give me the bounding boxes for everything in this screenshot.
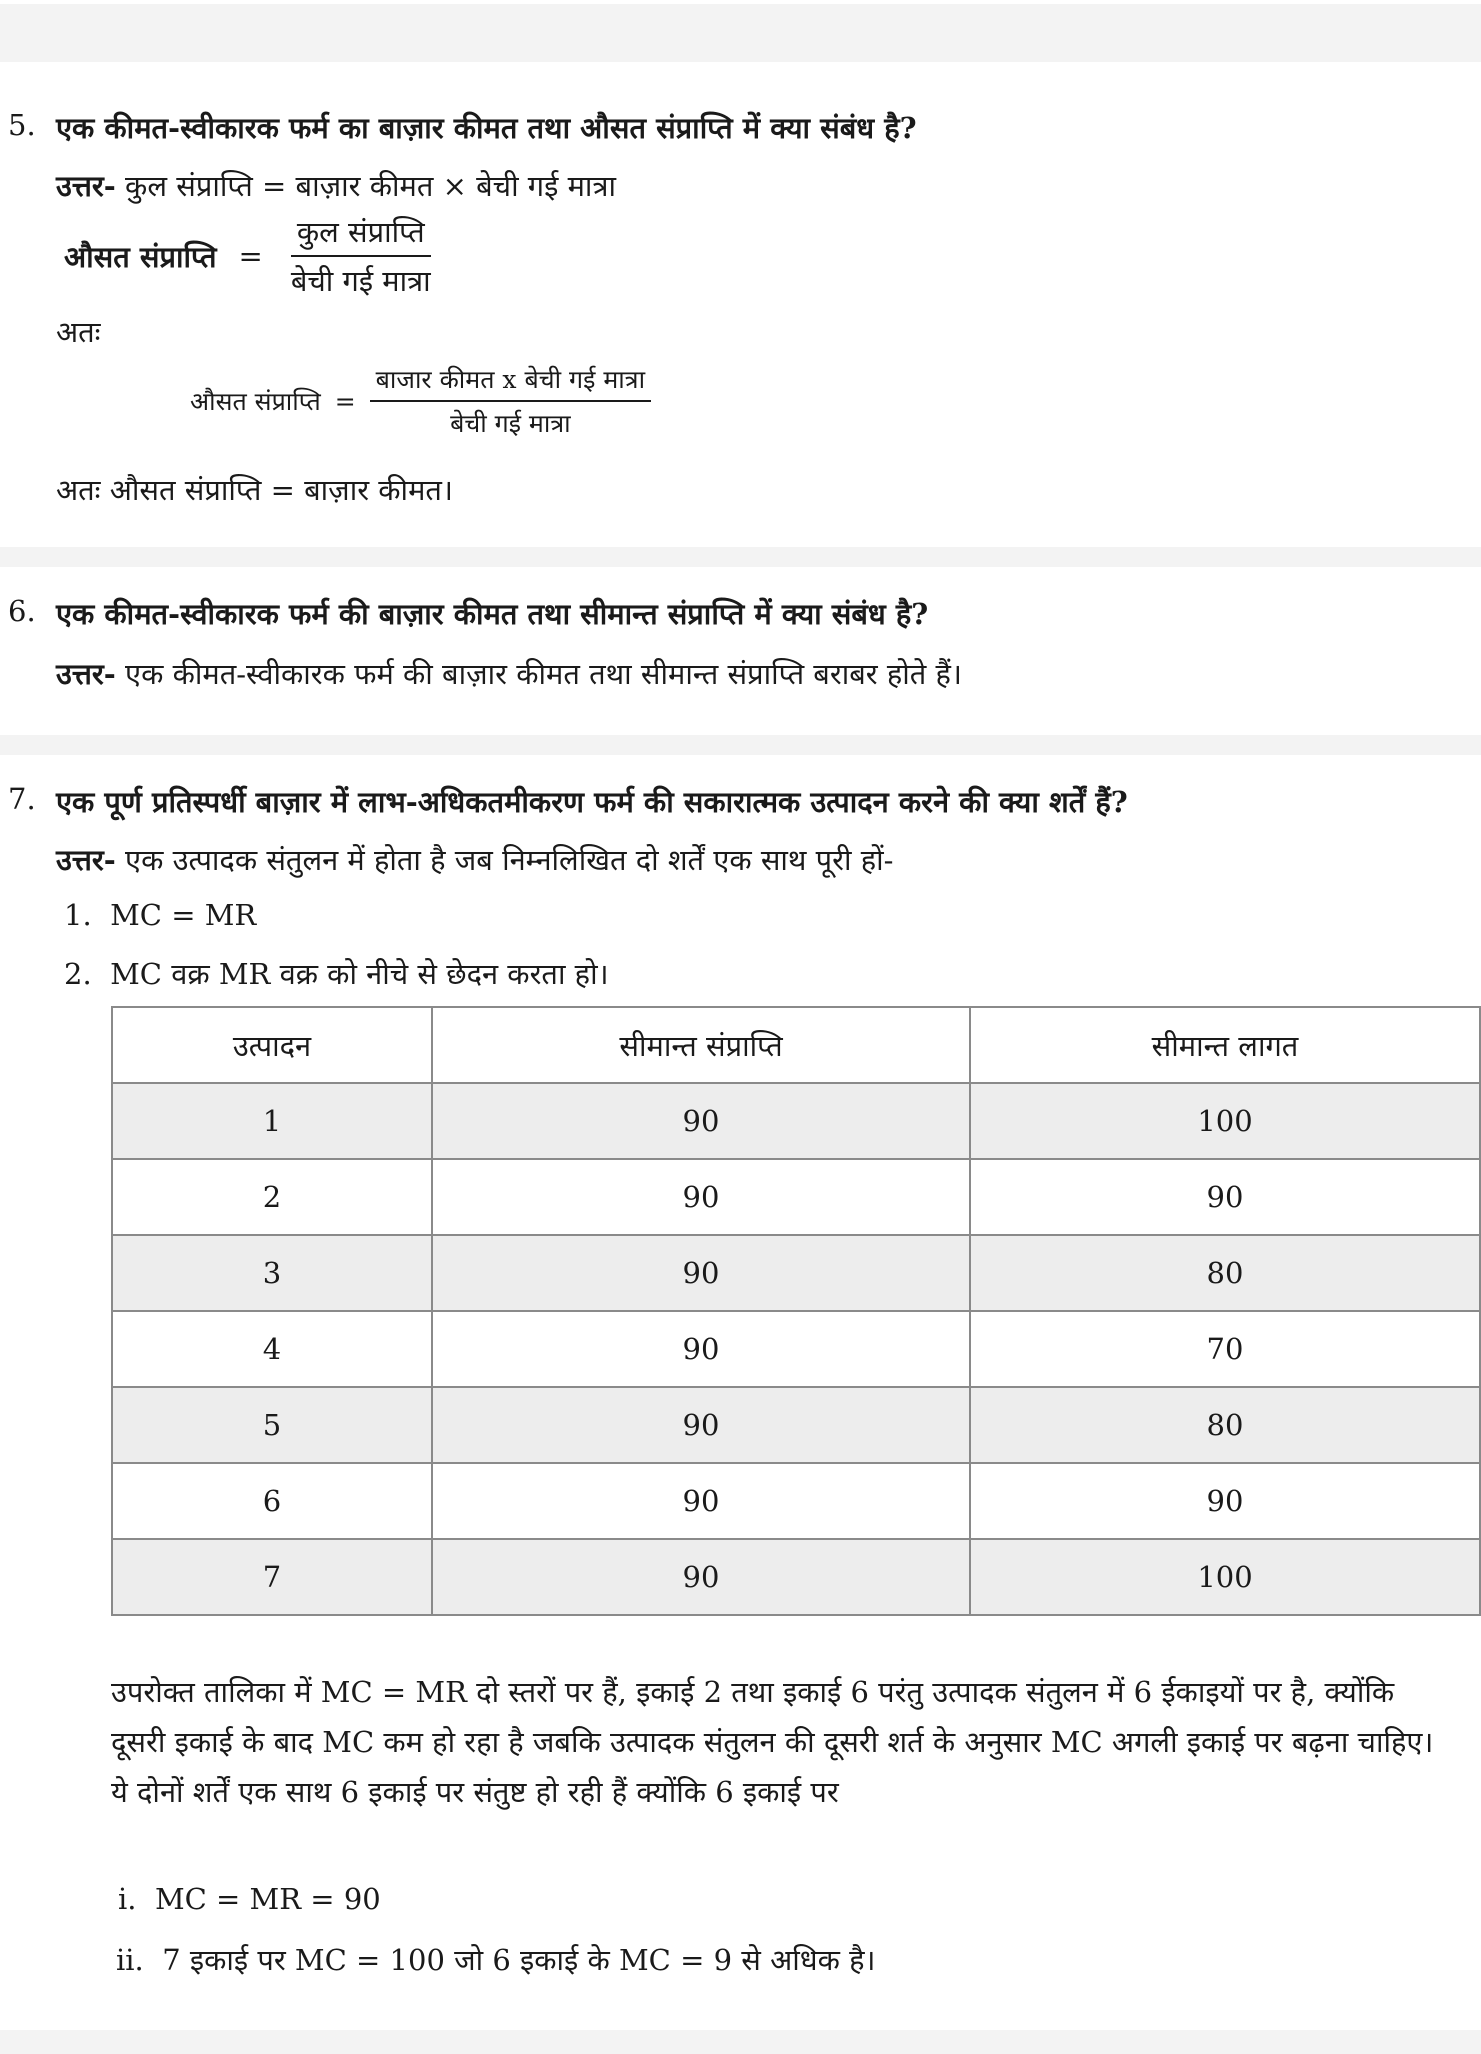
point-marker: i. [118,1882,137,1916]
table-cell: 90 [432,1539,970,1615]
answer-label: उत्तर- [56,657,116,691]
answer-line [56,654,962,693]
table-cell: 90 [970,1159,1480,1235]
fraction-denominator: बेची गई मात्रा [450,409,571,438]
column-header: सीमान्त संप्राप्ति [432,1007,970,1083]
fraction-numerator: कुल संप्राप्ति [291,212,431,257]
question-text: एक कीमत-स्वीकारक फर्म की बाज़ार कीमत तथा सीमान्त संप्राप्ति में क्या संबंध है? [56,597,929,631]
question-text: एक कीमत-स्वीकारक फर्म का बाज़ार कीमत तथा औसत संप्राप्ति में क्या संबंध है? [56,111,917,145]
answer-line [56,840,893,879]
formula-equals: = [334,386,356,416]
table-row [112,1463,1480,1539]
table-cell: 4 [112,1311,432,1387]
table-row [112,1387,1480,1463]
point-marker: ii. [116,1943,144,1977]
condition-item [64,898,256,932]
formula-average-revenue-expanded [190,362,651,440]
top-edge [0,0,1481,4]
table-cell: 80 [970,1387,1480,1463]
table-cell: 90 [432,1159,970,1235]
point-item [118,1882,381,1916]
point-text: MC = MR = 90 [154,1882,381,1916]
table-cell: 70 [970,1311,1480,1387]
table-cell: 1 [112,1083,432,1159]
formula-equals: = [238,239,263,273]
condition-text: MC = MR [110,898,257,932]
answer-text: एक कीमत-स्वीकारक फर्म की बाज़ार कीमत तथा सीमान्त संप्राप्ति बराबर होते हैं। [115,657,962,691]
table-row [112,1539,1480,1615]
table-cell: 5 [112,1387,432,1463]
point-text: 7 इकाई पर MC = 100 जो 6 इकाई के MC = 9 से अधिक है। [162,1943,876,1977]
answer-label: उत्तर- [56,843,116,877]
table-row [112,1159,1480,1235]
fraction [285,212,437,300]
question-card-6 [0,567,1481,735]
explanation-paragraph: उपरोक्त तालिका में MC = MR दो स्तरों पर हैं, इकाई 2 तथा इकाई 6 परंतु उत्पादक संतुलन में 6 ईकाइयों पर है, क्योंकि दूसरी इकाई के बाद MC कम हो रहा है जबकि उत्पादक संतुलन की दूसरी शर्त के अनुसार MC अगली इकाई पर बढ़ना चाहिए। ये दोनों शर्तें एक साथ 6 इकाई पर संतुष्ट हो रही हैं क्योंकि 6 इकाई पर [111,1675,1434,1809]
answer-label: उत्तर- [56,169,116,203]
table-cell: 90 [432,1311,970,1387]
table-cell: 7 [112,1539,432,1615]
question-text: एक पूर्ण प्रतिस्पर्धी बाज़ार में लाभ-अधिकतमीकरण फर्म की सकारात्मक उत्पादन करने की क्या शर्तें हैं? [56,785,1128,819]
column-header: उत्पादन [112,1007,432,1083]
condition-item [64,954,609,993]
top-separator [0,0,1481,62]
card-separator [0,547,1481,567]
question-number: 7. [8,782,36,816]
table-row [112,1083,1480,1159]
formula-average-revenue [64,212,437,300]
table-cell: 90 [970,1463,1480,1539]
question-number: 6. [8,594,36,628]
formula-lhs: औसत संप्राप्ति [190,387,321,416]
question-number: 5. [8,108,36,142]
fraction-denominator: बेची गई मात्रा [290,264,431,298]
condition-marker: 1. [64,898,92,932]
table-cell: 6 [112,1463,432,1539]
table-header-row [112,1007,1480,1083]
fraction [370,362,651,440]
therefore-label: अतः [56,315,101,349]
formula-lhs: औसत संप्राप्ति [64,239,217,274]
fraction-numerator: बाजार कीमत x बेची गई मात्रा [370,362,651,402]
point-item [116,1940,876,1979]
conclusion-text: अतः औसत संप्राप्ति = बाज़ार कीमत। [56,473,453,507]
table-cell: 90 [432,1235,970,1311]
table-cell: 90 [432,1387,970,1463]
table-row [112,1311,1480,1387]
bottom-separator [0,2030,1481,2054]
answer-text: एक उत्पादक संतुलन में होता है जब निम्नलिखित दो शर्तें एक साथ पूरी हों- [115,843,894,877]
column-header: सीमान्त लागत [970,1007,1480,1083]
revenue-cost-table [111,1006,1481,1616]
table-cell: 2 [112,1159,432,1235]
answer-text: कुल संप्राप्ति = बाज़ार कीमत × बेची गई मात्रा [115,169,616,203]
table-cell: 80 [970,1235,1480,1311]
table-cell: 100 [970,1539,1480,1615]
table-cell: 3 [112,1235,432,1311]
table-cell: 90 [432,1463,970,1539]
card-separator [0,735,1481,755]
table-cell: 90 [432,1083,970,1159]
table-row [112,1235,1480,1311]
condition-marker: 2. [64,957,92,991]
condition-text: MC वक्र MR वक्र को नीचे से छेदन करता हो। [110,957,609,991]
answer-line [56,166,616,205]
question-card-5 [0,62,1481,547]
table-cell: 100 [970,1083,1480,1159]
